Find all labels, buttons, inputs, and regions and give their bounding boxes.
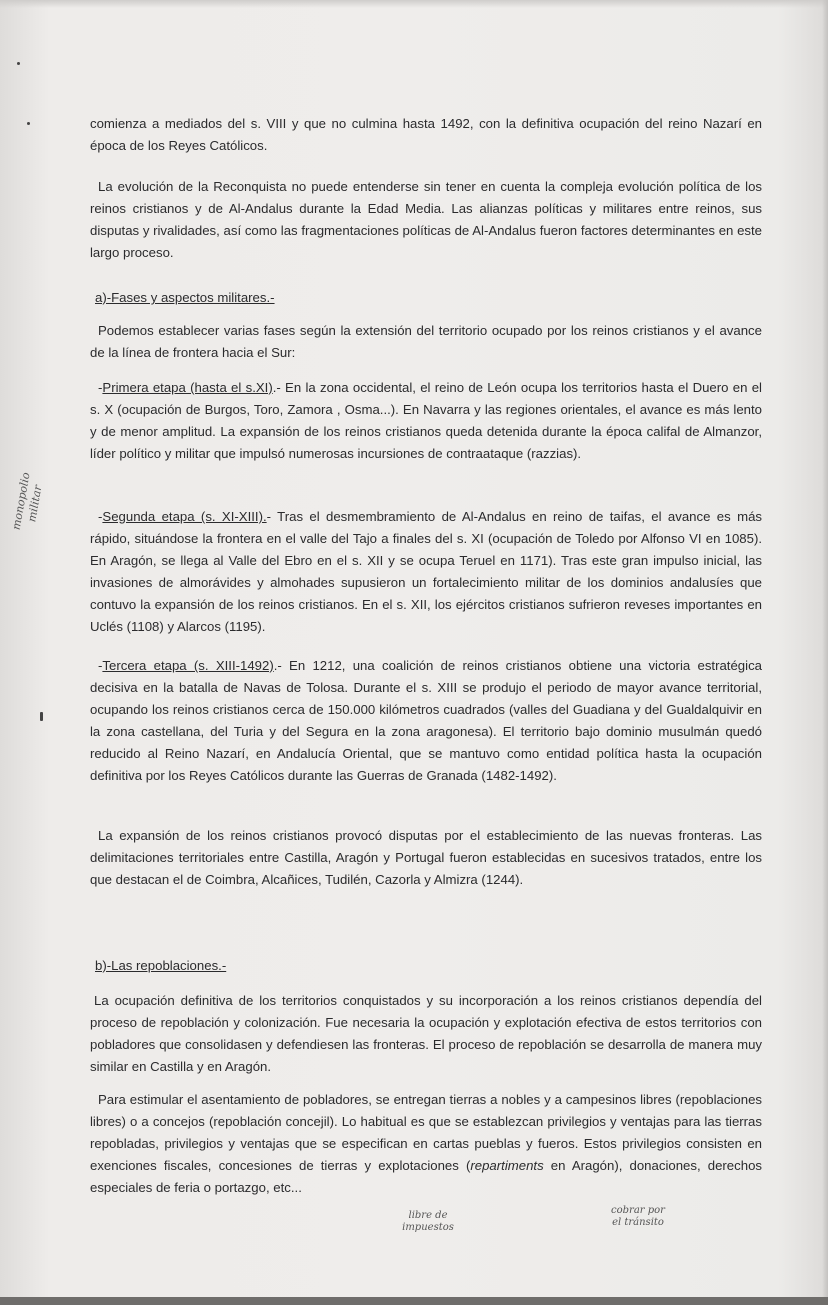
margin-handwritten-note: monopolio militar [9, 471, 45, 531]
scan-bottom-edge [0, 1297, 828, 1305]
scan-right-edge [822, 0, 828, 1305]
paragraph-6-text: Para estimular el asentamiento de pobladores, se entregan tierras a nobles y a campesinos libres (repoblaciones libres) o a concejos (repoblación concejil). Lo habitual es que se establezcan privilegios y ventajas para las tierras repobladas, privilegios y ventajas que se especifican en cartas pueblas y fueros. Estos privilegios consisten en exenciones fiscales, concesiones de tierras y explotaciones ( [90, 1092, 762, 1173]
paragraph-etapa-2: -Segunda etapa (s. XI-XIII).- Tras el desmembramiento de Al-Andalus en reino de taifas, el avance es más rápido, situándose la frontera en el valle del Tajo a finales del s. XI (ocupación de Toledo por Alfonso VI en 1085). En Aragón, se llega al Valle del Ebro en el s. XII y se ocupa Teruel en 1171). Tras este gran impulso inicial, las invasiones de almorávides y almohades supusieron un fortalecimiento militar de los dominios andalusíes que contuvo la expansión de los reinos cristianos. En el s. XII, los ejércitos cristianos sufrieron reveses importantes en Uclés (1108) y Alarcos (1195). [90, 509, 762, 634]
paragraph-2: La evolución de la Reconquista no puede entenderse sin tener en cuenta la compleja evolución política de los reinos cristianos y de Al-Andalus durante la Edad Media. Las alianzas políticas y militares entre reinos, sus disputas y rivalidades, así como las fragmentaciones políticas de Al-Andalus fueron factores determinantes en este largo proceso. [90, 179, 762, 260]
speck [27, 122, 30, 125]
speck [40, 712, 43, 721]
section-heading-b: b)-Las repoblaciones.- [95, 958, 227, 973]
etapa-1-title: Primera etapa (hasta el s.XI) [102, 380, 273, 395]
paragraph-4: La expansión de los reinos cristianos provocó disputas por el establecimiento de las nuevas fronteras. Las delimitaciones territoriales entre Castilla, Aragón y Portugal fueron establecidas en sucesivos tratados, entre los que destacan el de Coimbra, Alcañices, Tudilén, Cazorla y Almizra (1244). [90, 828, 762, 887]
section-heading-a: a)-Fases y aspectos militares.- [95, 290, 275, 305]
paragraph-6-term: repartiments [470, 1158, 544, 1173]
paragraph-1: comienza a mediados del s. VIII y que no culmina hasta 1492, con la definitiva ocupación del reino Nazarí en época de los Reyes Católicos. [90, 116, 762, 153]
paragraph-etapa-1: -Primera etapa (hasta el s.XI).- En la zona occidental, el reino de León ocupa los territorios hasta el Duero en el s. X (ocupación de Burgos, Toro, Zamora , Osma...). En Navarra y las regiones orientales, el avance es más lento y de menor amplitud. La expansión de los reinos cristianos queda detenida durante la época califal de Almanzor, líder político y militar que impulsó numerosas incursiones de contraataque (razzias). [90, 380, 762, 461]
paragraph-6 [90, 1089, 762, 1199]
scan-top-edge [0, 0, 828, 8]
etapa-2-text: - Tras el desmembramiento de Al-Andalus en reino de taifas, el avance es más rápido, situándose la frontera en el valle del Tajo a finales del s. XI (ocupación de Toledo por Alfonso VI en 1085). En Aragón, se llega al Valle del Ebro en el s. XII y se ocupa Teruel en 1171). Tras este gran impulso inicial, las invasiones de almorávides y almohades supusieron un fortalecimiento militar de los dominios andalusíes que contuvo la expansión de los reinos cristianos. En el s. XII, los ejércitos cristianos sufrieron reveses importantes en Uclés (1108) y Alarcos (1195). [90, 509, 762, 634]
etapa-3-text: .- En 1212, una coalición de reinos cristianos obtiene una victoria estratégica decisiva en la batalla de Navas de Tolosa. Durante el s. XIII se produjo el periodo de mayor avance territorial, ocupando los reinos cristianos cerca de 150.000 kilómetros cuadrados (valles del Guadiana y del Gualdalquivir en la zona castellana, del Turia y del Segura en la zona aragonesa). El territorio bajo dominio musulmán quedó reducido al Reino Nazarí, en Andalucía Oriental, que se mantuvo como entidad política hasta la ocupación definitiva por los Reyes Católicos durante las Guerras de Granada (1482-1492). [90, 658, 762, 783]
etapa-1-text: .- En la zona occidental, el reino de León ocupa los territorios hasta el Duero en el s. X (ocupación de Burgos, Toro, Zamora , Osma...). En Navarra y las regiones orientales, el avance es más lento y de menor amplitud. La expansión de los reinos cristianos queda detenida durante la época califal de Almanzor, líder político y militar que impulsó numerosas incursiones de contraataque (razzias). [90, 380, 762, 461]
paragraph-etapa-3: -Tercera etapa (s. XIII-1492).- En 1212, una coalición de reinos cristianos obtiene una victoria estratégica decisiva en la batalla de Navas de Tolosa. Durante el s. XIII se produjo el periodo de mayor avance territorial, ocupando los reinos cristianos cerca de 150.000 kilómetros cuadrados (valles del Guadiana y del Gualdalquivir en la zona castellana, del Turia y del Segura en la zona aragonesa). El territorio bajo dominio musulmán quedó reducido al Reino Nazarí, en Andalucía Oriental, que se mantuvo como entidad política hasta la ocupación definitiva por los Reyes Católicos durante las Guerras de Granada (1482-1492). [90, 658, 762, 783]
handwritten-note-1: libre de impuestos [402, 1210, 454, 1233]
speck [17, 62, 20, 65]
etapa-3-title: Tercera etapa (s. XIII-1492) [102, 658, 274, 673]
paragraph-3: Podemos establecer varias fases según la extensión del territorio ocupado por los reinos cristianos y el avance de la línea de frontera hacia el Sur: [90, 323, 762, 360]
paragraph-6-text-end: en Aragón), donaciones, derechos especiales de feria o portazgo, etc... [90, 1158, 762, 1195]
etapa-2-title: Segunda etapa (s. XI-XIII). [102, 509, 267, 524]
handwritten-note-2: cobrar por el tránsito [611, 1205, 665, 1228]
paragraph-5: La ocupación definitiva de los territorios conquistados y su incorporación a los reinos cristianos dependía del proceso de repoblación y colonización. Fue necesaria la ocupación y explotación efectiva de estos territorios con pobladores que consolidasen y defendiesen las fronteras. El proceso de repoblación se desarrolla de manera muy similar en Castilla y en Aragón. [90, 993, 762, 1074]
